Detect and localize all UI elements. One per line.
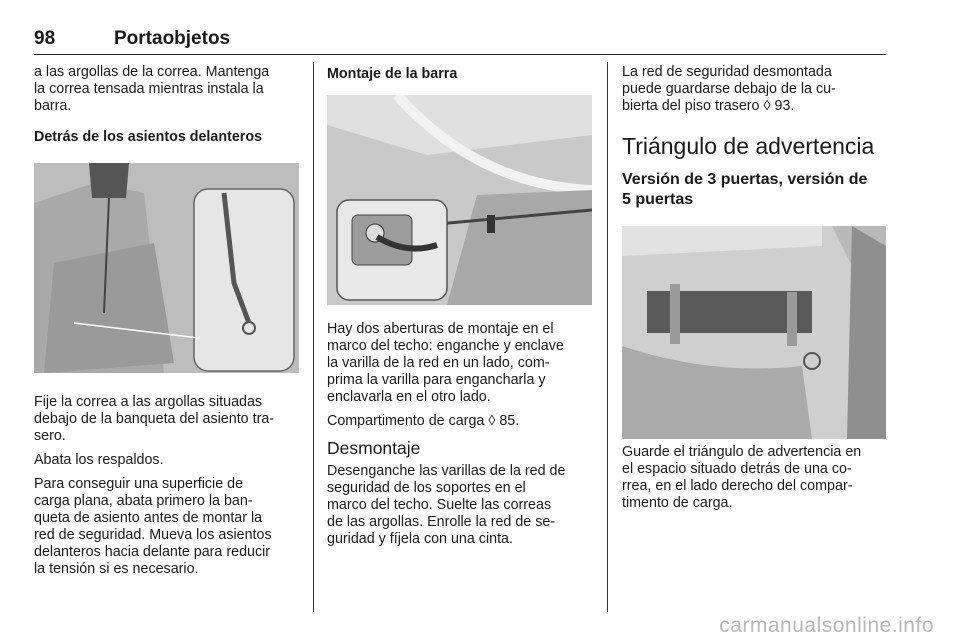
page-header bbox=[34, 26, 886, 55]
bar-mounting-illustration bbox=[327, 95, 592, 305]
paragraph: Abata los respaldos. bbox=[34, 452, 164, 468]
paragraph: a las argollas de la correa. Mantenga la correa tensada mientras instala la barra. bbox=[34, 64, 270, 114]
section-heading: Triángulo de advertencia bbox=[622, 133, 875, 159]
paragraph: Hay dos aberturas de montaje en el marco del techo: enganche y enclave la varilla de la red en un lado, com- prima la varilla para engancharla y enclavarla en el otro lado. bbox=[327, 321, 564, 405]
subheading: Montaje de la barra bbox=[327, 66, 458, 82]
section-heading: Desmontaje bbox=[327, 438, 421, 458]
column-divider bbox=[607, 62, 608, 612]
page-number: 98 bbox=[34, 28, 56, 49]
subheading: Versión de 3 puertas, versión de 5 puertas bbox=[622, 171, 868, 208]
paragraph: Compartimento de carga ◊ 85. bbox=[327, 413, 520, 429]
column-divider bbox=[313, 62, 314, 612]
subheading: Detrás de los asientos delanteros bbox=[34, 129, 263, 145]
paragraph: Desenganche las varillas de la red de seguridad de los soportes en el marco del techo. Suelte las correas de las argollas. Enrolle la red de se- guridad y fíjela con una cinta. bbox=[327, 463, 566, 547]
paragraph: La red de seguridad desmontada puede guardarse debajo de la cu- bierta del piso trasero ◊ 93. bbox=[622, 64, 836, 114]
seat-strap-illustration bbox=[34, 163, 299, 373]
paragraph: Guarde el triángulo de advertencia en el espacio situado detrás de una co- rrea, en el lado derecho del compar- timento de carga. bbox=[622, 444, 862, 511]
paragraph: Para conseguir una superficie de carga plana, abata primero la ban- queta de asiento antes de montar la red de seguridad. Mueva los asientos delanteros hacia delante para reducir la tensión si es necesario. bbox=[34, 476, 272, 577]
watermark: carmanualsonline.info bbox=[719, 614, 934, 637]
chapter-title: Portaobjetos bbox=[114, 28, 231, 49]
paragraph: Fije la correa a las argollas situadas debajo de la banqueta del asiento tra- sero. bbox=[34, 394, 275, 444]
warning-triangle-illustration bbox=[622, 226, 886, 439]
